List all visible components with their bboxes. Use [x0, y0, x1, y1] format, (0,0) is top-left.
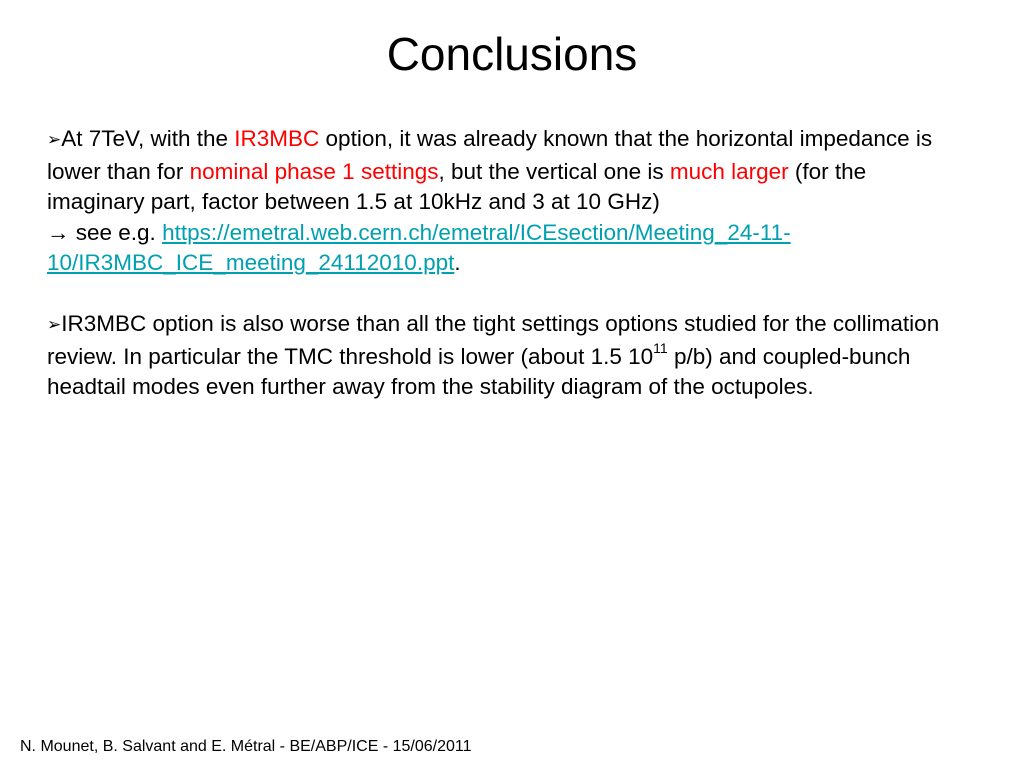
- meeting-link[interactable]: https://emetral.web.cern.ch/emetral/ICEsection/Meeting_24-11-10/IR3MBC_ICE_meeting_24112010.ppt: [47, 219, 791, 275]
- slide-body: [47, 124, 967, 403]
- arrow-bullet-icon: ➢: [47, 315, 62, 335]
- bullet1-text-3: , but the vertical one is: [438, 158, 670, 184]
- paragraph-spacer: [47, 279, 967, 310]
- slide-title: Conclusions: [386, 28, 638, 80]
- see-eg-suffix: .: [454, 250, 461, 275]
- bullet1-highlight-ir3mbc: IR3MBC: [234, 126, 320, 151]
- bullet2-text-1: IR3MBC option is also worse than all the tight settings options studied for the collimation review. In particular the TMC threshold is lower (about 1.5 10: [47, 311, 940, 369]
- bullet2-text-2: p/b) and coupled-bunch headtail modes even further away from the stability diagram of the octupoles.: [47, 343, 911, 399]
- see-eg-prefix: → see e.g.: [47, 219, 163, 245]
- bullet1-text-4: (for the imaginary part, factor between 1.5 at 10kHz and 3 at 10 GHz): [47, 158, 867, 214]
- bullet-paragraph-1: [47, 124, 967, 279]
- bullet2-exponent: 11: [653, 340, 668, 356]
- slide-footer: N. Mounet, B. Salvant and E. Métral - BE/ABP/ICE - 15/06/2011: [20, 738, 472, 755]
- arrow-bullet-icon: ➢: [47, 130, 62, 150]
- bullet1-text-1: At 7TeV, with the: [61, 126, 235, 151]
- bullet1-text-2: option, it was already known that the horizontal impedance is lower than for: [47, 126, 933, 184]
- bullet-paragraph-2: [47, 309, 967, 403]
- bullet1-highlight-much-larger: much larger: [669, 158, 789, 184]
- bullet1-highlight-nominal: nominal phase 1 settings: [189, 158, 439, 184]
